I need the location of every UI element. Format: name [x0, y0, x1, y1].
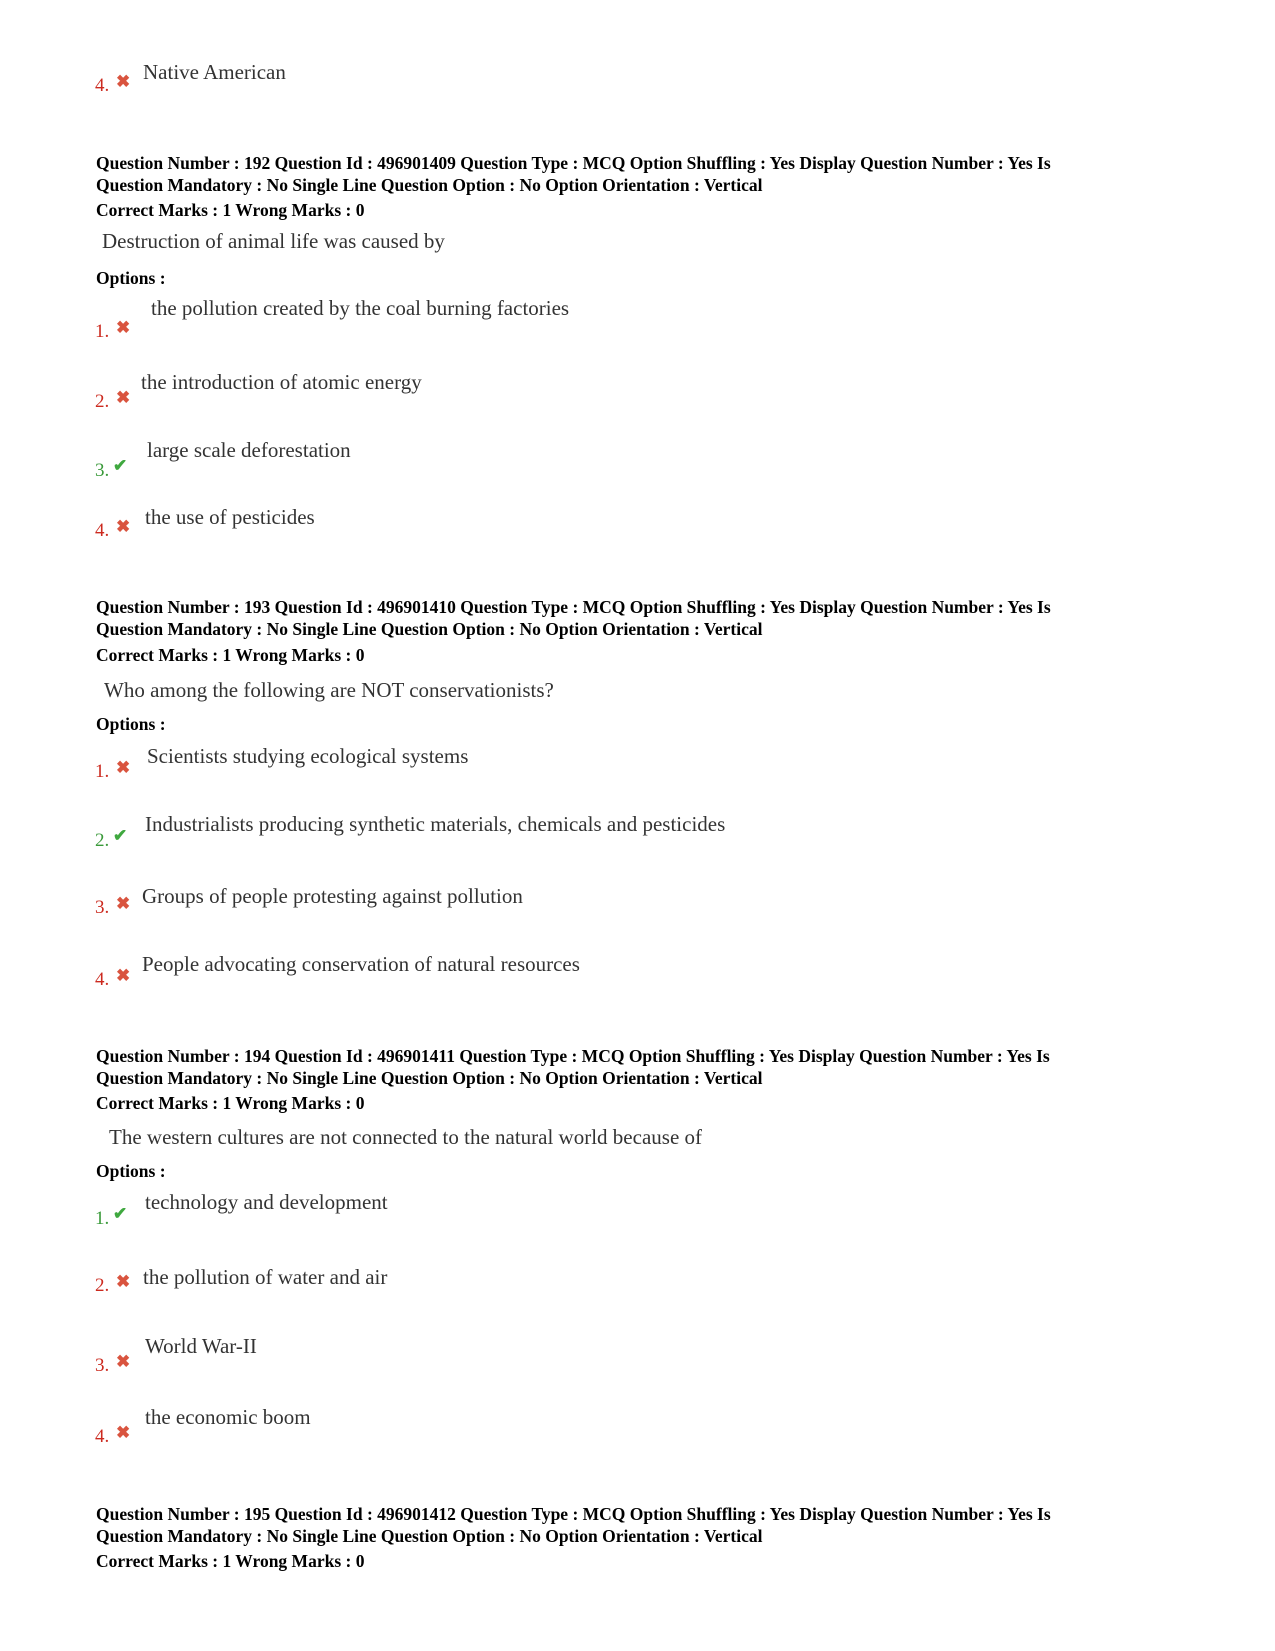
- option-text: the pollution of water and air: [143, 1265, 388, 1289]
- option-number: 3.: [95, 1355, 110, 1376]
- question-meta-line: Question Number : 192 Question Id : 496901409 Question Type : MCQ Option Shuffling : Yes Display Question Number : Yes Is: [96, 153, 1051, 173]
- question-meta: [96, 1503, 1051, 1547]
- option-number: 3.: [95, 897, 110, 918]
- cross-icon: ✖: [116, 72, 131, 91]
- option-text: World War-II: [145, 1334, 257, 1358]
- cross-icon: ✖: [116, 1272, 131, 1291]
- question-meta: [96, 1045, 1050, 1089]
- question-meta-line: Question Number : 195 Question Id : 496901412 Question Type : MCQ Option Shuffling : Yes Display Question Number : Yes Is: [96, 1504, 1051, 1524]
- cross-icon: ✖: [116, 894, 131, 913]
- cross-icon: ✖: [116, 517, 131, 536]
- option-text: the introduction of atomic energy: [141, 370, 422, 394]
- option-number: 3.: [95, 460, 110, 481]
- option-text: technology and development: [145, 1190, 388, 1214]
- option-text: Industrialists producing synthetic materials, chemicals and pesticides: [145, 812, 726, 836]
- question-meta-line: Question Mandatory : No Single Line Question Option : No Option Orientation : Vertical: [96, 1068, 763, 1088]
- question-meta-line: Question Number : 193 Question Id : 496901410 Question Type : MCQ Option Shuffling : Yes Display Question Number : Yes Is: [96, 597, 1051, 617]
- option-text: Scientists studying ecological systems: [147, 744, 469, 768]
- question-meta: [96, 596, 1051, 640]
- option-text: Groups of people protesting against pollution: [142, 884, 523, 908]
- option-text: the use of pesticides: [145, 505, 315, 529]
- options-label: Options :: [96, 1161, 166, 1181]
- option-number: 2.: [95, 830, 110, 851]
- check-icon: ✔: [113, 456, 128, 475]
- check-icon: ✔: [113, 1204, 128, 1223]
- cross-icon: ✖: [116, 318, 131, 337]
- cross-icon: ✖: [116, 758, 131, 777]
- option-number: 1.: [95, 761, 110, 782]
- question-marks: Correct Marks : 1 Wrong Marks : 0: [96, 200, 365, 220]
- option-number: 4.: [95, 520, 110, 541]
- question-meta: [96, 152, 1051, 196]
- option-number: 2.: [95, 391, 110, 412]
- question-meta-line: Question Mandatory : No Single Line Question Option : No Option Orientation : Vertical: [96, 175, 763, 195]
- options-label: Options :: [96, 268, 166, 288]
- option-number: 2.: [95, 1275, 110, 1296]
- cross-icon: ✖: [116, 966, 131, 985]
- option-text: People advocating conservation of natural resources: [142, 952, 580, 976]
- option-text: the economic boom: [145, 1405, 311, 1429]
- option-text: the pollution created by the coal burning factories: [151, 296, 570, 320]
- question-meta-line: Question Mandatory : No Single Line Question Option : No Option Orientation : Vertical: [96, 1526, 763, 1546]
- option-number: 4.: [95, 75, 110, 96]
- cross-icon: ✖: [116, 388, 131, 407]
- question-marks: Correct Marks : 1 Wrong Marks : 0: [96, 1093, 365, 1113]
- option-number: 4.: [95, 1426, 110, 1447]
- cross-icon: ✖: [116, 1352, 131, 1371]
- option-number: 1.: [95, 321, 110, 342]
- question-text: The western cultures are not connected to the natural world because of: [109, 1125, 703, 1149]
- question-marks: Correct Marks : 1 Wrong Marks : 0: [96, 645, 365, 665]
- cross-icon: ✖: [116, 1423, 131, 1442]
- question-marks: Correct Marks : 1 Wrong Marks : 0: [96, 1551, 365, 1571]
- options-label: Options :: [96, 714, 166, 734]
- check-icon: ✔: [113, 826, 128, 845]
- question-meta-line: Question Mandatory : No Single Line Question Option : No Option Orientation : Vertical: [96, 619, 763, 639]
- option-number: 4.: [95, 969, 110, 990]
- option-text: Native American: [143, 60, 286, 84]
- option-number: 1.: [95, 1208, 110, 1229]
- question-text: Who among the following are NOT conservationists?: [104, 678, 554, 702]
- option-text: large scale deforestation: [147, 438, 351, 462]
- question-text: Destruction of animal life was caused by: [102, 229, 445, 253]
- question-meta-line: Question Number : 194 Question Id : 496901411 Question Type : MCQ Option Shuffling : Yes Display Question Number : Yes Is: [96, 1046, 1050, 1066]
